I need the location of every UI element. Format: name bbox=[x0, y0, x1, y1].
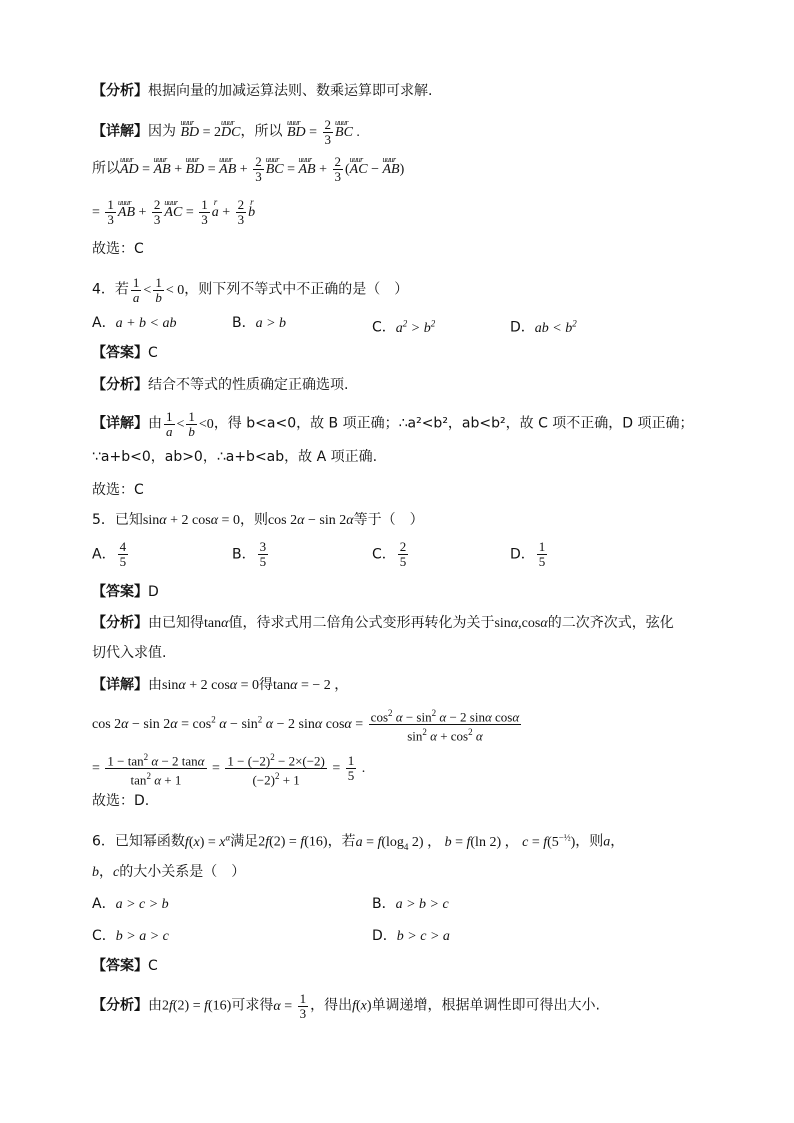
analysis-tag: 【分析】 bbox=[92, 615, 148, 631]
option-label: C． bbox=[372, 319, 396, 336]
detail-tag: 【详解】 bbox=[92, 123, 148, 140]
option-label: A． bbox=[92, 896, 116, 912]
stem-text: 满足 bbox=[230, 833, 259, 850]
math-expression: f(x) bbox=[352, 998, 372, 1014]
detail-text: ∵a+b<0，ab>0，∴a+b<ab，故 A 项正确. bbox=[92, 449, 378, 465]
math-expression: c bbox=[113, 865, 120, 880]
option-label: C． bbox=[372, 546, 396, 563]
q4-detail-line-2 bbox=[92, 446, 377, 468]
option-label: D． bbox=[510, 319, 535, 336]
option-label: B． bbox=[372, 896, 396, 912]
analysis-text: 可求得 bbox=[231, 997, 274, 1014]
math-expression: $\frac{1}{a}$ < $\frac{1}{b}$ < 0 bbox=[132, 275, 185, 305]
answer-tag: 【答案】 bbox=[92, 958, 148, 974]
q5-stem bbox=[92, 509, 424, 532]
q4-option-c bbox=[372, 312, 435, 340]
q5-answer-line bbox=[92, 581, 159, 603]
q4-answer-line bbox=[92, 342, 158, 364]
math-expression: a bbox=[603, 834, 611, 850]
q4-analysis-line bbox=[92, 374, 348, 396]
math-expression: uuur BD = 2uuur DC bbox=[180, 125, 240, 140]
analysis-text: 切代入求值. bbox=[92, 645, 167, 661]
stem-text: 等于（ ） bbox=[353, 512, 424, 528]
analysis-text: 根据向量的加减运算法则、数乘运算即可求解. bbox=[148, 83, 433, 99]
answer-tag: 【答案】 bbox=[92, 345, 148, 361]
q4-stem bbox=[92, 276, 408, 305]
q5-derivation-line-1 bbox=[92, 706, 523, 744]
option-math: $a^2 > b^2$ bbox=[395, 318, 436, 336]
math-expression: $a = f(\log_4$ 2) ， b = f(ln 2) ， $c = f(5^{-\frac{1}{2}})$ bbox=[355, 832, 576, 852]
detail-text: 由 bbox=[148, 415, 162, 432]
analysis-text: 结合不等式的性质确定正确选项. bbox=[148, 377, 349, 393]
q4-option-d bbox=[510, 312, 577, 340]
option-math: a > c > b bbox=[115, 897, 169, 912]
q6-option-d bbox=[372, 925, 450, 948]
detail-text: 所以 bbox=[92, 160, 120, 177]
detail-tag: 【详解】 bbox=[92, 677, 148, 693]
analysis-tag: 【分析】 bbox=[92, 83, 148, 99]
option-label: A． bbox=[92, 315, 116, 331]
stem-text: ，若 bbox=[327, 833, 356, 850]
math-expression: sinα + 2 cosα = 0 bbox=[142, 513, 240, 528]
math-expression: sinα,cosα bbox=[494, 616, 548, 631]
detail-tag: 【详解】 bbox=[92, 415, 148, 432]
question-number: 5．已知 bbox=[92, 512, 143, 528]
math-expression: 2f(2) = f(16) bbox=[258, 834, 328, 850]
question-number: 4．若 bbox=[92, 281, 129, 298]
choose-text: 故选：C bbox=[92, 482, 144, 498]
choose-text: 故选：D. bbox=[92, 793, 150, 809]
option-label: D． bbox=[510, 546, 535, 563]
option-math: b > c > a bbox=[396, 929, 450, 944]
analysis-tag: 【分析】 bbox=[92, 377, 148, 393]
q5-derivation-line-2 bbox=[92, 750, 365, 788]
math-expression: uuur BD = $\frac{2}{3}$ uuur BC . bbox=[287, 125, 360, 140]
q3-derivation-line-1 bbox=[92, 155, 404, 184]
option-math: $\frac{2}{5}$ bbox=[399, 539, 407, 569]
detail-text: ，得 b<a<0，故 B 项正确；∴a²<b²，ab<b²，故 C 项不正确，D 项正确； bbox=[213, 415, 694, 432]
analysis-text: 单调递增，根据单调性即可得出大小. bbox=[371, 997, 601, 1014]
detail-text: 由 bbox=[148, 677, 162, 693]
analysis-text: ，得出 bbox=[310, 997, 353, 1014]
math-expression: $\frac{1}{a}$ < $\frac{1}{b}$ <0 bbox=[166, 409, 214, 439]
analysis-tag: 【分析】 bbox=[92, 997, 148, 1014]
q6-option-c bbox=[92, 925, 169, 948]
choose-text: 故选：C bbox=[92, 241, 144, 257]
q4-option-b bbox=[232, 312, 286, 335]
q6-stem-line-1 bbox=[92, 826, 624, 857]
option-math: ab < $b^2$ bbox=[534, 318, 577, 336]
q5-analysis-line-1 bbox=[92, 612, 674, 635]
detail-text: ，所以 bbox=[240, 123, 283, 140]
q5-choose-line bbox=[92, 790, 149, 812]
option-math: a > b bbox=[255, 316, 287, 331]
q3-choose-line bbox=[92, 238, 144, 260]
math-expression: = $\frac{1 - \tan^2 \alpha - 2 \tan\alpha}{\tan^2 \alpha + 1}$ = $\frac{1 - (-2)^2 - 2\times(-2)}{(-2)^2 + 1}$ = $\frac{1}{5}$ . bbox=[92, 752, 366, 788]
analysis-text: 由 bbox=[148, 997, 162, 1014]
answer-tag: 【答案】 bbox=[92, 584, 148, 600]
q4-detail-line-1 bbox=[92, 410, 694, 439]
option-label: C． bbox=[92, 928, 116, 944]
option-label: B． bbox=[232, 546, 256, 563]
option-label: D． bbox=[372, 928, 397, 944]
q5-analysis-line-2 bbox=[92, 642, 166, 664]
math-expression: uuur AD = uuur AB + uuur BD = uuur AB + $\frac{2}{3}$ uuur BC = uuur AB + $\frac{2}{3}$ (uuur AC − uuur AB) bbox=[120, 162, 404, 177]
q4-option-a bbox=[92, 312, 176, 335]
q6-option-a bbox=[92, 893, 169, 916]
analysis-text: 值，待求式用二倍角公式变形再转化为关于 bbox=[228, 615, 495, 631]
analysis-text: 由已知得 bbox=[148, 615, 204, 631]
q6-stem-line-2 bbox=[92, 861, 245, 884]
answer-value: D bbox=[148, 584, 159, 600]
q5-option-c bbox=[372, 540, 410, 569]
math-expression: cos 2α − sin 2α bbox=[267, 513, 354, 528]
math-expression: = $\frac{1}{3}$ uuur AB + $\frac{2}{3}$ uuur AC = $\frac{1}{3}$ r a + $\frac{2}{3}$ r b bbox=[92, 205, 255, 220]
math-expression: $f(x) = x^\alpha$ bbox=[184, 832, 231, 850]
stem-text: ， bbox=[99, 864, 113, 880]
q5-option-b bbox=[232, 540, 270, 569]
q6-option-b bbox=[372, 893, 449, 916]
option-math: a > b > c bbox=[395, 897, 449, 912]
stem-text: ，则 bbox=[239, 512, 268, 528]
math-expression: sinα + 2 cosα = 0 bbox=[162, 678, 260, 693]
option-math: $\frac{4}{5}$ bbox=[119, 539, 127, 569]
stem-text: ， bbox=[610, 833, 625, 850]
option-math: b > a > c bbox=[115, 929, 169, 944]
q5-detail-line-1 bbox=[92, 674, 348, 697]
answer-value: C bbox=[148, 345, 158, 361]
q5-option-d bbox=[510, 540, 549, 569]
option-math: a + b < ab bbox=[115, 316, 177, 331]
math-expression: α = $\frac{1}{3}$ bbox=[273, 991, 307, 1021]
question-number: 6．已知幂函数 bbox=[92, 833, 185, 850]
detail-text: 得 bbox=[259, 677, 274, 693]
q3-analysis-line bbox=[92, 80, 432, 102]
option-label: A． bbox=[92, 546, 116, 563]
math-expression: tanα bbox=[204, 616, 229, 631]
math-expression: $\cos 2\alpha - \sin 2\alpha = \cos^2 \alpha - \sin^2 \alpha - 2$ sinα cosα = $\frac{\cos^2 \alpha - \sin^2 \alpha - 2 \sin\alpha \cos\alpha}{\sin^2 \alpha + \cos^2 \alpha}$ bbox=[92, 708, 520, 744]
q6-analysis-line bbox=[92, 992, 600, 1021]
option-math: $\frac{3}{5}$ bbox=[259, 539, 267, 569]
option-label: B． bbox=[232, 315, 256, 331]
q3-detail-line bbox=[92, 118, 360, 147]
q5-option-a bbox=[92, 540, 130, 569]
option-math: $\frac{1}{5}$ bbox=[538, 539, 546, 569]
q4-choose-line bbox=[92, 479, 144, 501]
analysis-text: 的二次齐次式，弦化 bbox=[547, 615, 674, 631]
math-expression: 2f(2) = f(16) bbox=[162, 998, 232, 1014]
math-expression: tanα = − 2 ， bbox=[273, 678, 349, 693]
q6-answer-line bbox=[92, 955, 158, 977]
stem-text: ，则下列不等式中不正确的是（ ） bbox=[184, 281, 409, 298]
detail-text: 因为 bbox=[148, 123, 176, 140]
stem-text: 的大小关系是（ ） bbox=[119, 864, 246, 880]
stem-text: ，则 bbox=[575, 833, 604, 850]
answer-value: C bbox=[148, 958, 158, 974]
q3-derivation-line-2 bbox=[92, 198, 255, 227]
math-expression: b bbox=[92, 865, 99, 880]
